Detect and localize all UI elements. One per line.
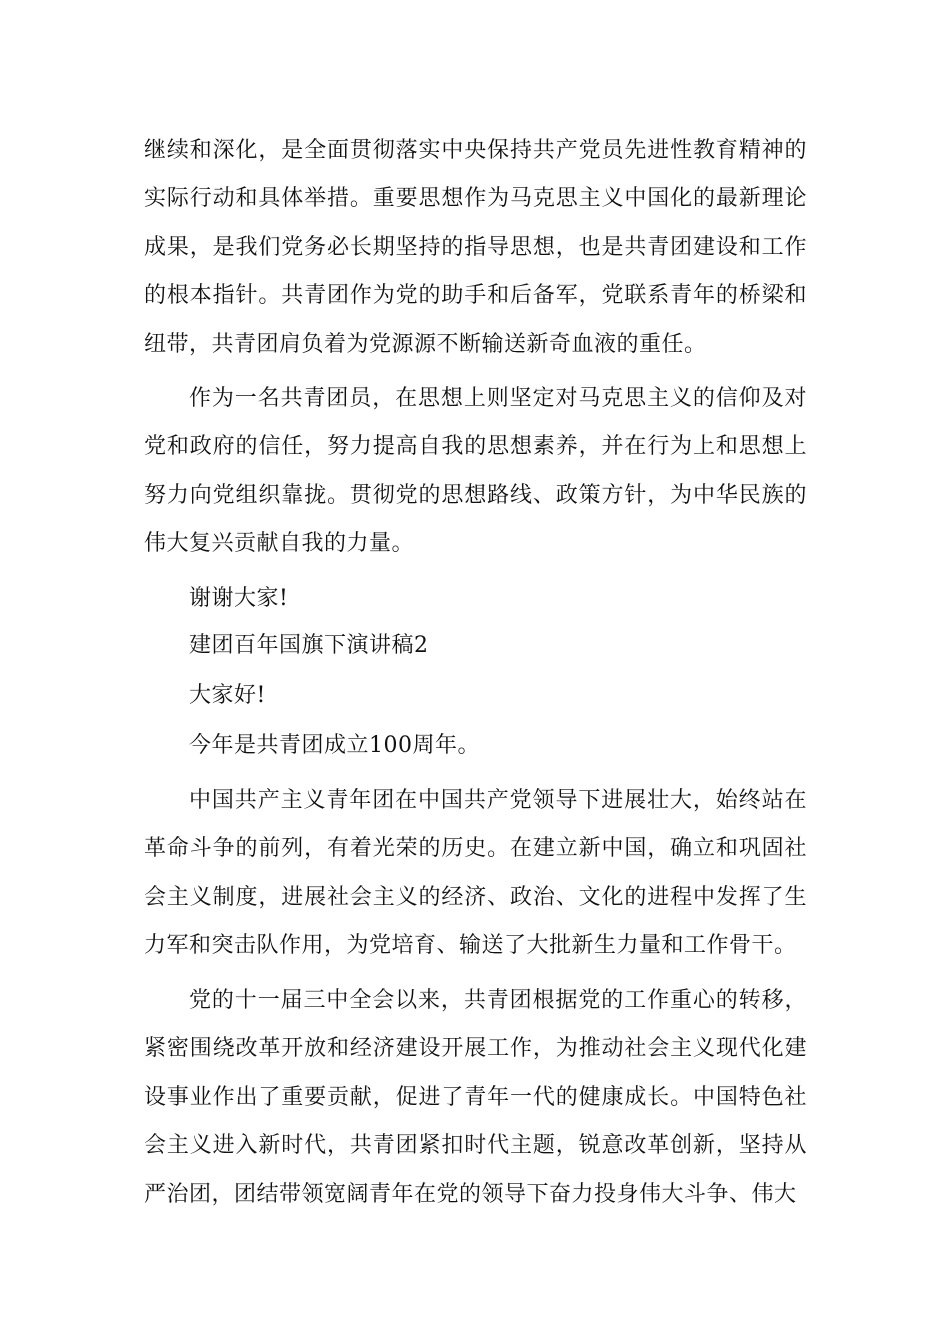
paragraph-greeting: 大家好! (189, 683, 266, 708)
paragraph-continuation: 继续和深化，是全面贯彻落实中央保持共产党员先进性教育精神的实际行动和具体举措。重要思想作为马克思主义中国化的最新理论成果，是我们党务必长期坚持的指导思想，也是共青团建设和工作的根本指针。共青团作为党的助手和后备军，党联系青年的桥梁和纽带，共青团肩负着为党源源不断输送新奇血液的重任。 (144, 138, 807, 357)
paragraph-history: 中国共产主义青年团在中国共产党领导下进展壮大，始终站在革命斗争的前列，有着光荣的历史。在建立新中国，确立和巩固社会主义制度，进展社会主义的经济、政治、文化的进程中发挥了生力军和突击队作用，为党培育、输送了大批新生力量和工作骨干。 (144, 788, 807, 959)
paragraph-league-member: 作为一名共青团员，在思想上则坚定对马克思主义的信仰及对党和政府的信任，努力提高自我的思想素养，并在行为上和思想上努力向党组织靠拢。贯彻党的思想路线、政策方针，为中华民族的伟大复兴贡献自我的力量。 (144, 386, 807, 557)
speech-title: 建团百年国旗下演讲稿2 (189, 633, 429, 658)
paragraph-anniversary: 今年是共青团成立100周年。 (189, 733, 480, 758)
paragraph-thanks: 谢谢大家! (189, 586, 289, 611)
paragraph-reform: 党的十一届三中全会以来，共青团根据党的工作重心的转移，紧密围绕改革开放和经济建设开展工作，为推动社会主义现代化建设事业作出了重要贡献，促进了青年一代的健康成长。中国特色社会主义进入新时代，共青团紧扣时代主题，锐意改革创新，坚持从严治团，团结带领宽阔青年在党的领导下奋力投身伟大斗争、伟大 (144, 988, 807, 1207)
